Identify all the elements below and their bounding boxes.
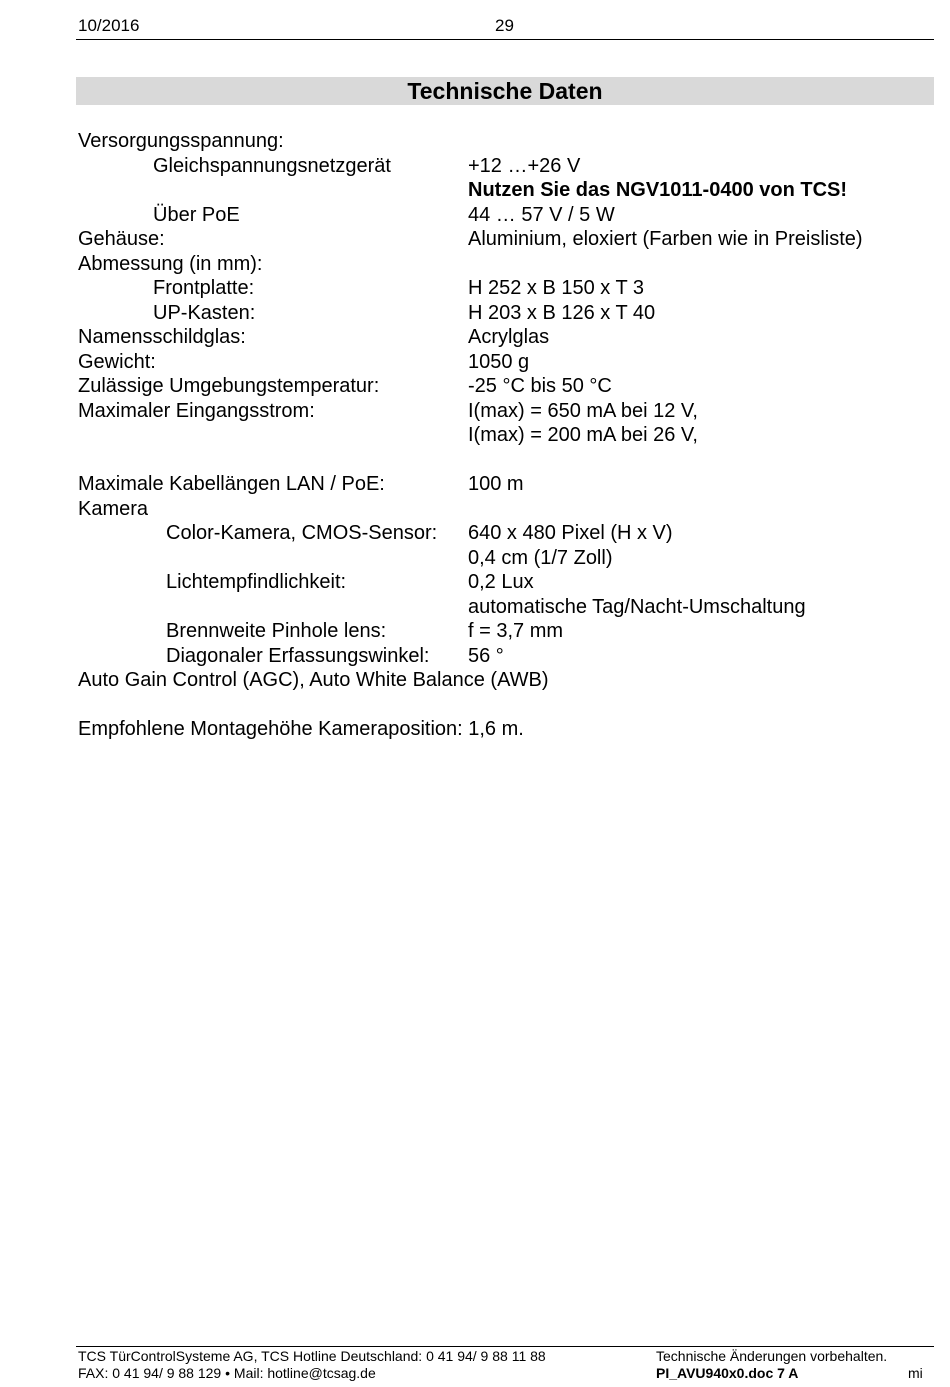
- spec-row: [0, 374, 950, 399]
- spec-row: [0, 448, 950, 473]
- spec-label: UP-Kasten:: [153, 301, 256, 324]
- spec-value: Acrylglas: [468, 326, 550, 348]
- spec-value: H 203 x B 126 x T 40: [468, 301, 656, 324]
- spec-value: 56 °: [468, 644, 504, 667]
- spec-value: -25 °C bis 50 °C: [468, 375, 612, 397]
- spec-label: Namensschildglas:: [78, 326, 246, 348]
- footer-fax-mail: FAX: 0 41 94/ 9 88 129 • Mail: hotline@tcsag.de: [78, 1365, 376, 1381]
- spec-row: [0, 497, 950, 522]
- section-title: Technische Daten: [76, 77, 934, 105]
- spec-label: Gewicht:: [78, 350, 156, 373]
- spec-row: [0, 129, 950, 154]
- spec-row: [0, 644, 950, 669]
- spec-row: [0, 325, 950, 350]
- spec-value: H 252 x B 150 x T 3: [468, 277, 645, 299]
- spec-value: I(max) = 650 mA bei 12 V,: [468, 399, 698, 422]
- spec-value: 44 … 57 V / 5 W: [468, 203, 615, 226]
- spec-label: Kamera: [78, 497, 149, 520]
- spec-row: [0, 178, 950, 203]
- spec-row: [0, 546, 950, 571]
- spec-value: 0,4 cm (1/7 Zoll): [468, 546, 613, 569]
- spec-row: [0, 203, 950, 228]
- spec-label: Brennweite Pinhole lens:: [166, 620, 387, 642]
- spec-row: [0, 423, 950, 448]
- footer-author: mi: [908, 1365, 923, 1381]
- spec-row: [0, 570, 950, 595]
- spec-row: [0, 276, 950, 301]
- spec-row: [0, 154, 950, 179]
- footer-doc-id: PI_AVU940x0.doc 7 A: [656, 1365, 799, 1381]
- footer-rule: [76, 1346, 934, 1347]
- spec-label: Maximaler Eingangsstrom:: [78, 399, 315, 422]
- spec-value: 1050 g: [468, 350, 530, 373]
- spec-row: [0, 252, 950, 277]
- spec-value: automatische Tag/Nacht-Umschaltung: [468, 595, 806, 618]
- spec-row: [0, 619, 950, 644]
- spec-label: Über PoE: [153, 203, 240, 226]
- spec-value: Nutzen Sie das NGV1011-0400 von TCS!: [468, 179, 848, 201]
- spec-value: Aluminium, eloxiert (Farben wie in Preisliste): [468, 228, 863, 250]
- spec-label: Gleichspannungsnetzgerät: [153, 154, 391, 177]
- spec-label: Color-Kamera, CMOS-Sensor:: [166, 522, 438, 544]
- spec-value: f = 3,7 mm: [468, 620, 564, 642]
- spec-label: Lichtempfindlichkeit:: [166, 571, 347, 593]
- header-date: 10/2016: [78, 16, 140, 35]
- spec-value: 0,2 Lux: [468, 571, 534, 593]
- footer-disclaimer: Technische Änderungen vorbehalten.: [656, 1348, 888, 1364]
- spec-label: Auto Gain Control (AGC), Auto White Balance (AWB): [78, 669, 549, 691]
- spec-value: +12 …+26 V: [468, 154, 581, 177]
- spec-row: [0, 227, 950, 252]
- spec-label: Abmessung (in mm):: [78, 252, 263, 275]
- spec-value: 640 x 480 Pixel (H x V): [468, 522, 673, 544]
- spec-value: I(max) = 200 mA bei 26 V,: [468, 424, 698, 446]
- spec-row: [0, 350, 950, 375]
- spec-label: Zulässige Umgebungstemperatur:: [78, 375, 380, 397]
- spec-row: [0, 521, 950, 546]
- footer-company-hotline: TCS TürControlSysteme AG, TCS Hotline Deutschland: 0 41 94/ 9 88 11 88: [78, 1348, 546, 1364]
- spec-row: [0, 717, 950, 742]
- spec-label: Diagonaler Erfassungswinkel:: [166, 644, 430, 667]
- spec-label: Empfohlene Montagehöhe Kameraposition: 1,6 m.: [78, 718, 524, 740]
- header-page-number: 29: [495, 16, 514, 35]
- spec-row: [0, 595, 950, 620]
- spec-label: Frontplatte:: [153, 277, 255, 299]
- spec-row: [0, 668, 950, 693]
- spec-label: Maximale Kabellängen LAN / PoE:: [78, 473, 385, 495]
- spec-row: [0, 301, 950, 326]
- spec-value: 100 m: [468, 473, 524, 495]
- spec-label: Versorgungsspannung:: [78, 130, 284, 152]
- spec-row: [0, 399, 950, 424]
- spec-label: Gehäuse:: [78, 228, 165, 250]
- header-rule: [76, 39, 934, 40]
- spec-row: [0, 693, 950, 718]
- spec-row: [0, 472, 950, 497]
